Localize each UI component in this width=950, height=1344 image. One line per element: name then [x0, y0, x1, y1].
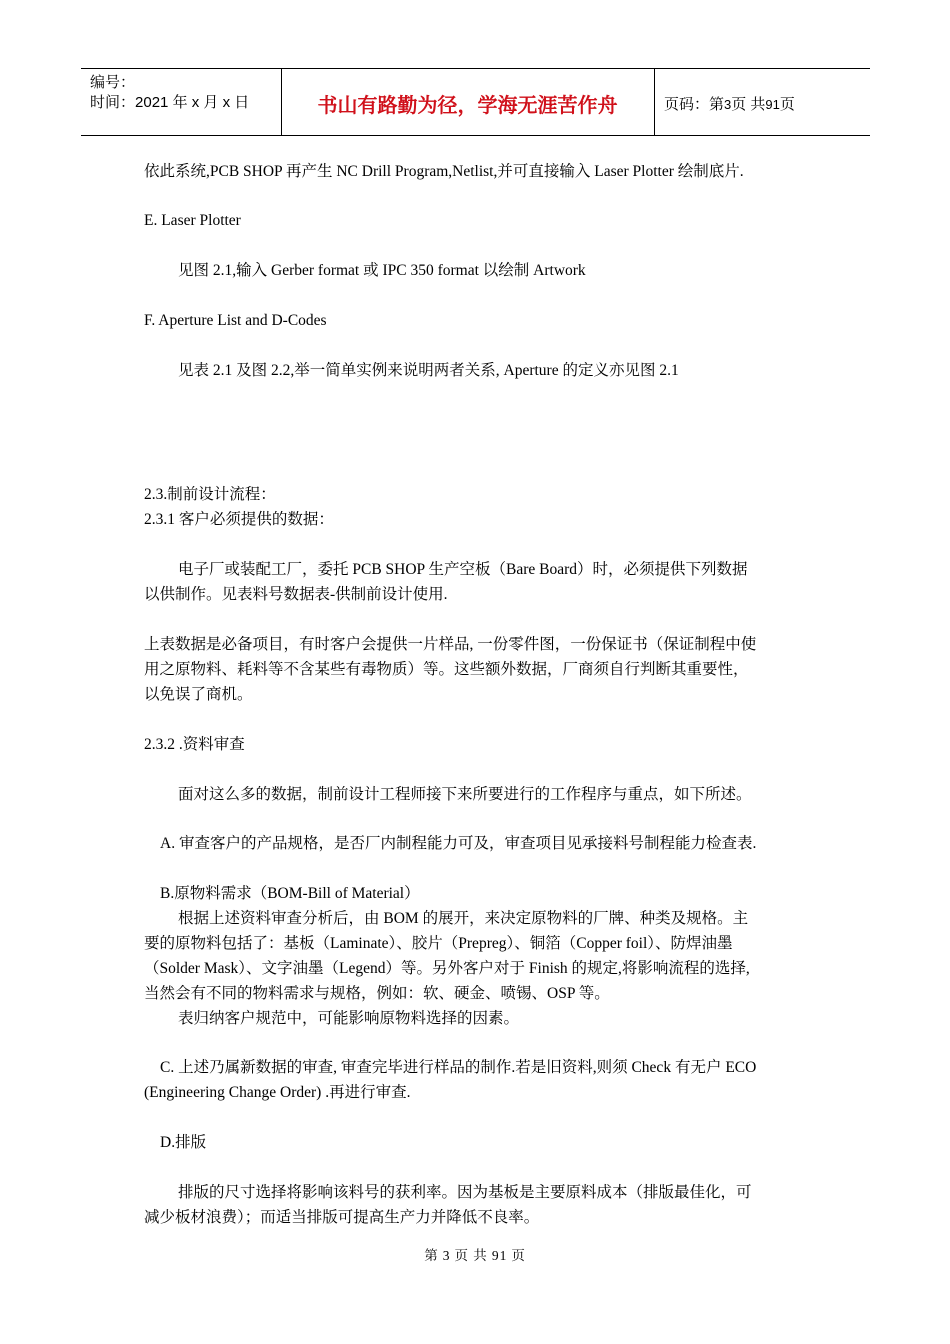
header-meta — [90, 73, 249, 113]
section-heading-f: F. Aperture List and D-Codes — [144, 312, 327, 329]
page-total: 91 — [765, 97, 780, 112]
page-footer — [0, 1246, 950, 1266]
paragraph-line: 减少板材浪费）；而适当排版可提高生产力并降低不良率。 — [144, 1209, 540, 1226]
header-divider — [654, 69, 655, 135]
section-heading-2-3-2: 2.3.2 .资料审查 — [144, 736, 245, 753]
time-line — [90, 93, 249, 113]
section-text-f: 见表 2.1 及图 2.2,举一简单实例来说明两者关系, Aperture 的定义亦见图 2.1 — [178, 362, 679, 379]
footer-total: 91 — [491, 1248, 508, 1263]
paragraph-line: 表归纳客户规范中，可能影响原物料选择的因素。 — [178, 1010, 520, 1027]
list-item-c: C. 上述乃属新数据的审查, 审查完毕进行样品的制作.若是旧资料,则须 Check 有无户 ECO — [160, 1059, 757, 1076]
section-heading-2-3-1: 2.3.1 客户必须提供的数据： — [144, 511, 334, 528]
page-current: 3 — [724, 97, 732, 112]
paragraph-line: 排版的尺寸选择将影响该料号的获利率。因为基板是主要原料成本（排版最佳化，可 — [178, 1184, 752, 1201]
paragraph-line: 电子厂或装配工厂，委托 PCB SHOP 生产空板（Bare Board）时，必须提供下列数据 — [178, 561, 748, 578]
section-heading-e: E. Laser Plotter — [144, 212, 241, 229]
list-item-b: B.原物料需求（BOM-Bill of Material） — [160, 885, 420, 902]
time-month: x — [191, 94, 200, 111]
number-label: 编号： — [90, 74, 136, 91]
paragraph-line: 以供制作。见表料号数据表-供制前设计使用. — [144, 586, 448, 603]
section-text-e: 见图 2.1,输入 Gerber format 或 IPC 350 format 以绘制 Artwork — [178, 262, 586, 279]
paragraph-line: (Engineering Change Order) .再进行审查. — [144, 1084, 411, 1101]
page-prefix: 页码：第 — [664, 96, 725, 113]
header-page-number — [664, 93, 795, 117]
paragraph-line: 当然会有不同的物料需求与规格，例如：软、硬金、喷锡、OSP 等。 — [144, 985, 610, 1002]
footer-current: 3 — [442, 1248, 451, 1263]
paragraph-line: 根据上述资料审查分析后，由 BOM 的展开，来决定原物料的厂牌、种类及规格。主 — [178, 910, 749, 927]
time-day: x — [222, 94, 231, 111]
page-suffix: 页 — [779, 96, 795, 113]
time-label: 时间： — [90, 94, 136, 111]
list-item-a: A. 审查客户的产品规格，是否厂内制程能力可及，审查项目见承接料号制程能力检查表. — [160, 835, 757, 852]
paragraph-line: （Solder Mask）、文字油墨（Legend）等。另外客户对于 Finish 的规定,将影响流程的选择, — [144, 960, 750, 977]
header-motto: 书山有路勤为径，学海无涯苦作舟 — [317, 93, 618, 117]
paragraph-line: 要的原物料包括了：基板（Laminate）、胶片（Prepreg）、铜箔（Copper foil）、防焊油墨 — [144, 935, 733, 952]
time-year-unit: 年 — [172, 94, 188, 111]
footer-suffix: 页 — [511, 1248, 526, 1263]
page-mid: 页 共 — [731, 96, 766, 113]
paragraph-line: 上表数据是必备项目，有时客户会提供一片样品, 一份零件图，一份保证书（保证制程中使 — [144, 636, 757, 653]
paragraph-line: 用之原物料、耗料等不含某些有毒物质）等。这些额外数据，厂商须自行判断其重要性， — [144, 661, 749, 678]
section-heading-2-3: 2.3.制前设计流程： — [144, 486, 276, 503]
time-year: 2021 — [135, 94, 169, 111]
paragraph-line: 以免误了商机。 — [144, 686, 253, 703]
body-line: 依此系统,PCB SHOP 再产生 NC Drill Program,Netlist,并可直接输入 Laser Plotter 绘制底片. — [144, 163, 744, 180]
page-header — [81, 68, 870, 136]
footer-prefix: 第 — [424, 1248, 439, 1263]
time-day-unit: 日 — [234, 94, 250, 111]
paragraph-line: 面对这么多的数据，制前设计工程师接下来所要进行的工作程序与重点，如下所述。 — [178, 786, 752, 803]
footer-mid: 页 共 — [454, 1248, 488, 1263]
list-item-d: D.排版 — [160, 1134, 207, 1151]
time-month-unit: 月 — [203, 94, 219, 111]
